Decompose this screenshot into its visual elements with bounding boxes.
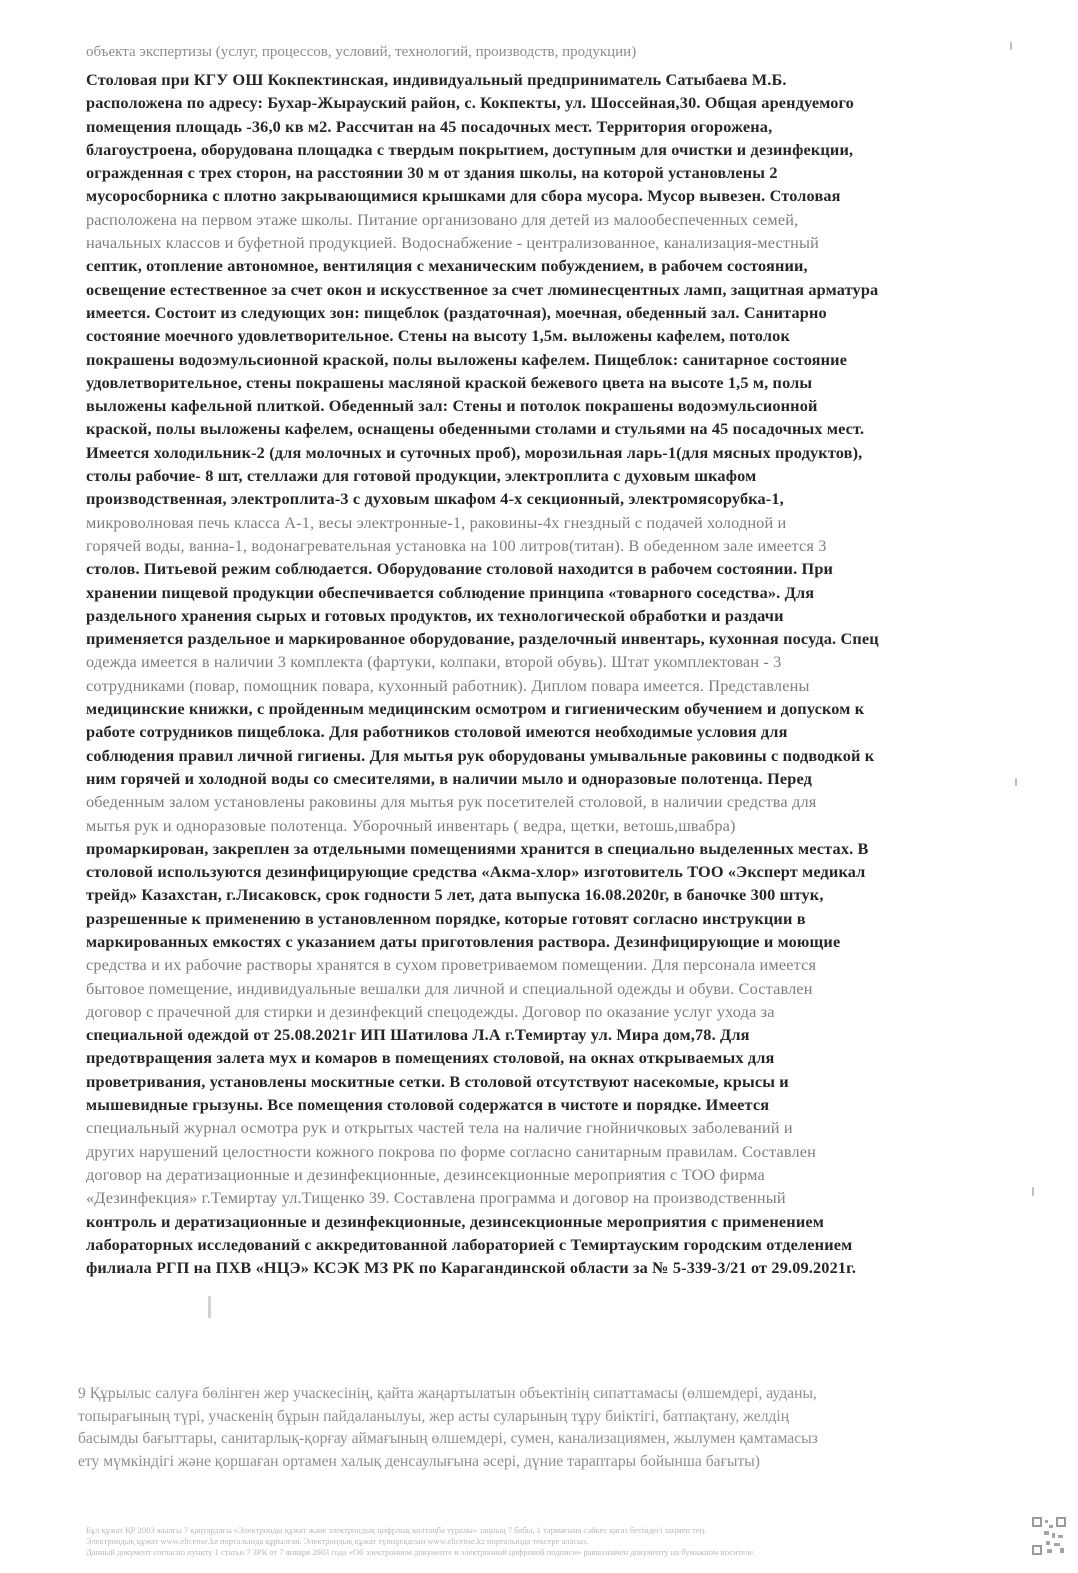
footnote-line: 9 Құрылыс салуға бөлінген жер учаскесінің, қайта жаңартылатын объектінің сипаттамасы (өлшемдері, ауданы, — [78, 1385, 817, 1402]
paragraph-line: работе сотрудников пищеблока. Для работников столовой имеются необходимые условия для — [86, 722, 788, 742]
paragraph-line: Столовая при КГУ ОШ Кокпектинская, индивидуальный предприниматель Сатыбаева М.Б. — [86, 70, 787, 89]
paragraph-line: средства и их рабочие растворы хранятся в сухом проветриваемом помещении. Для персонала имеется — [86, 955, 817, 975]
paragraph-line: горячей воды, ванна-1, водонагревательная установка на 100 литров(титан). В обеденном зале имеется 3 — [86, 535, 827, 555]
paragraph-line: освещение естественное за счет окон и искусственное за счет люминесцентных ламп, защитная арматура — [86, 279, 879, 299]
paragraph-line: начальных классов и буфетной продукцией. Водоснабжение - централизованное, канализация-местный — [86, 233, 819, 253]
paragraph-line: столовой используются дезинфицирующие средства «Акма-хлор» изготовитель ТОО «Эксперт медикал — [86, 862, 866, 882]
paragraph-line: микроволновая печь класса А-1, весы электронные-1, раковины-4х гнездный с подачей холодной и — [86, 512, 787, 532]
legal-notice — [86, 1525, 986, 1558]
paragraph-line: состояние моечного удовлетворительное. Стены на высоту 1,5м. выложены кафелем, потолок — [86, 326, 790, 346]
paragraph-line: специальной одеждой от 25.08.2021г ИП Шатилова Л.А г.Темиртау ул. Мира дом,78. Для — [86, 1025, 750, 1045]
paragraph-line: покрашены водоэмульсионной краской, полы выложены кафелем. Пищеблок: санитарное состояние — [86, 349, 848, 369]
paragraph-line: сотрудниками (повар, помощник повара, кухонный работник). Диплом повара имеется. Представлены — [86, 675, 810, 695]
paragraph-line: филиала РГП на ПХВ «НЦЭ» КСЭК МЗ РК по Карагандинской области за № 5-339-3/21 от 29.09.2021г. — [86, 1258, 857, 1278]
paragraph-line: трейд» Казахстан, г.Лисаковск, срок годности 5 лет, дата выпуска 16.08.2020г, в баночке 300 штук, — [86, 885, 824, 905]
paragraph-line: благоустроена, оборудована площадка с твердым покрытием, доступным для очистки и дезинфекции, — [86, 139, 854, 159]
footnote-line: ету мүмкіндігі және қоршаған ортамен халық денсаулығына әсері, дүние тараптары бойынша бағыты) — [78, 1452, 760, 1470]
paragraph-line: проветривания, установлены москитные сетки. В столовой отсутствуют насекомые, крысы и — [86, 1071, 789, 1091]
paragraph-line: одежда имеется в наличии 3 комплекта (фартуки, колпаки, второй обувь). Штат укомплектован - 3 — [86, 652, 782, 672]
paragraph-line: выложены кафельной плиткой. Обеденный зал: Стены и потолок покрашены водоэмульсионной — [86, 396, 818, 416]
footnote — [78, 1383, 1038, 1473]
main-paragraph — [86, 68, 1052, 1279]
paragraph-line: договор на дератизационные и дезинфекционные, дезинсекционные мероприятия с ТОО фирма — [86, 1164, 765, 1184]
paragraph-line: применяется раздельное и маркированное оборудование, разделочный инвентарь, кухонная посуда. Спец — [86, 629, 879, 649]
paragraph-line: разрешенные к применению в установленном порядке, которые готовят согласно инструкции в — [86, 908, 806, 928]
speck-mark — [1010, 42, 1012, 50]
paragraph-line: столов. Питьевой режим соблюдается. Оборудование столовой находится в рабочем состоянии. При — [86, 559, 834, 579]
paragraph-line: договор с прачечной для стирки и дезинфекций спецодежды. Договор по оказание услуг ухода за — [86, 1001, 775, 1021]
paragraph-line: расположена по адресу: Бухар-Жырауский район, с. Кокпекты, ул. Шоссейная,30. Общая арендуемого — [86, 93, 854, 113]
paragraph-line: ним горячей и холодной воды со смесителями, в наличии мыло и одноразовые полотенца. Перед — [86, 768, 813, 788]
paragraph-line: Имеется холодильник-2 (для молочных и суточных проб), морозильная ларь-1(для мясных продуктов), — [86, 442, 863, 462]
footnote-line: топырағының түрі, учаскенің бұрын пайдаланылуы, жер асты суларының тұру биіктігі, батпақтану, желдің — [78, 1407, 790, 1425]
paragraph-line: имеется. Состоит из следующих зон: пищеблок (раздаточная), моечная, обеденный зал. Санитарно — [86, 302, 827, 322]
paragraph-line: хранении пищевой продукции обеспечивается соблюдение принципа «товарного соседства». Для — [86, 582, 815, 602]
paragraph-line: столы рабочие- 8 шт, стеллажи для готовой продукции, электроплита с духовым шкафом — [86, 466, 757, 486]
paragraph-line: расположена на первом этаже школы. Питание организовано для детей из малообеспеченных семей, — [86, 209, 799, 229]
paragraph-line: мытья рук и одноразовые полотенца. Уборочный инвентарь ( ведра, щетки, ветошь,швабра) — [86, 815, 736, 835]
speck-mark — [1015, 778, 1017, 786]
paragraph-line: предотвращения залета мух и комаров в помещениях столовой, на окнах открываемых для — [86, 1048, 775, 1068]
paragraph-line: производственная, электроплита-3 с духовым шкафом 4-х секционный, электромясорубка-1, — [86, 489, 784, 509]
paragraph-line: краской, полы выложены кафелем, оснащены обеденными столами и стульями на 45 посадочных мест. — [86, 419, 865, 439]
speck-mark — [1032, 1187, 1034, 1196]
paragraph-line: лабораторных исследований с аккредитованной лабораторией с Темиртауским городским отделением — [86, 1234, 853, 1254]
paragraph-line: обеденным залом установлены раковины для мытья рук посетителей столовой, в наличии средства для — [86, 792, 817, 812]
qr-code-icon — [1030, 1515, 1068, 1557]
paragraph-line: медицинские книжки, с пройденным медицинским осмотром и гигиеническим обучением и допуском к — [86, 699, 865, 719]
paragraph-line: промаркирован, закреплен за отдельными помещениями хранится в специально выделенных местах. В — [86, 838, 869, 858]
paragraph-line: маркированных емкостях с указанием даты приготовления раствора. Дезинфицирующие и моющие — [86, 931, 841, 951]
paragraph-line: соблюдения правил личной гигиены. Для мытья рук оборудованы умывальные раковины с подводкой к — [86, 745, 875, 765]
paragraph-line: контроль и дератизационные и дезинфекционные, дезинсекционные мероприятия с применением — [86, 1211, 824, 1231]
section-header: объекта экспертизы (услуг, процессов, условий, технологий, производств, продукции) — [86, 44, 637, 60]
speck-mark — [208, 1296, 211, 1318]
footnote-line: басымды бағыттары, санитарлық-қорғау аймағының өлшемдері, сумен, канализациямен, жылумен қамтамасыз — [78, 1430, 818, 1447]
paragraph-line: огражденная с трех сторон, на расстоянии 30 м от здания школы, на которой установлены 2 — [86, 163, 778, 183]
paragraph-line: «Дезинфекция» г.Темиртау ул.Тищенко 39. Составлена программа и договор на производственный — [86, 1188, 786, 1208]
paragraph-line: мышевидные грызуны. Все помещения столовой содержатся в чистоте и порядке. Имеется — [86, 1095, 770, 1115]
legal-line: Данный документ согласно пункту 1 статьи 7 ЗРК от 7 января 2003 года «Об электронном документе и электронной цифровой подписи» равнозначен документу на бумажном носителе. — [86, 1547, 756, 1557]
paragraph-line: помещения площадь -36,0 кв м2. Рассчитан на 45 посадочных мест. Территория огорожена, — [86, 116, 773, 136]
paragraph-line: раздельного хранения сырых и готовых продуктов, их технологической обработки и раздачи — [86, 605, 784, 625]
paragraph-line: других нарушений целостности кожного покрова по форме согласно санитарным правилам. Составлен — [86, 1141, 817, 1161]
legal-line: Бұл құжат ҚР 2003 жылғы 7 қаңтардағы «Электронды құжат және электрондық цифрлық қолтаңба туралы» заңның 7 бабы, 1 тармағына сәйкес қағаз бетіндегі заңмен тең. — [86, 1525, 707, 1535]
paragraph-line: специальный журнал осмотра рук и открытых частей тела на наличие гнойничковых заболеваний и — [86, 1118, 793, 1138]
paragraph-line: септик, отопление автономное, вентиляция с механическим побуждением, в рабочем состоянии, — [86, 256, 808, 276]
paragraph-line: бытовое помещение, индивидуальные вешалки для личной и специальной одежды и обуви. Составлен — [86, 978, 813, 998]
paragraph-line: мусоросборника с плотно закрывающимися крышками для сбора мусора. Мусор вывезен. Столовая — [86, 186, 841, 206]
paragraph-line: удовлетворительное, стены покрашены масляной краской бежевого цвета на высоте 1,5 м, полы — [86, 372, 813, 392]
legal-line: Электрондық құжат www.elicense.kz порталында құрылған. Электрондық құжат түпнұсқасын www.elicense.kz порталында тексере аласыз. — [86, 1536, 589, 1546]
